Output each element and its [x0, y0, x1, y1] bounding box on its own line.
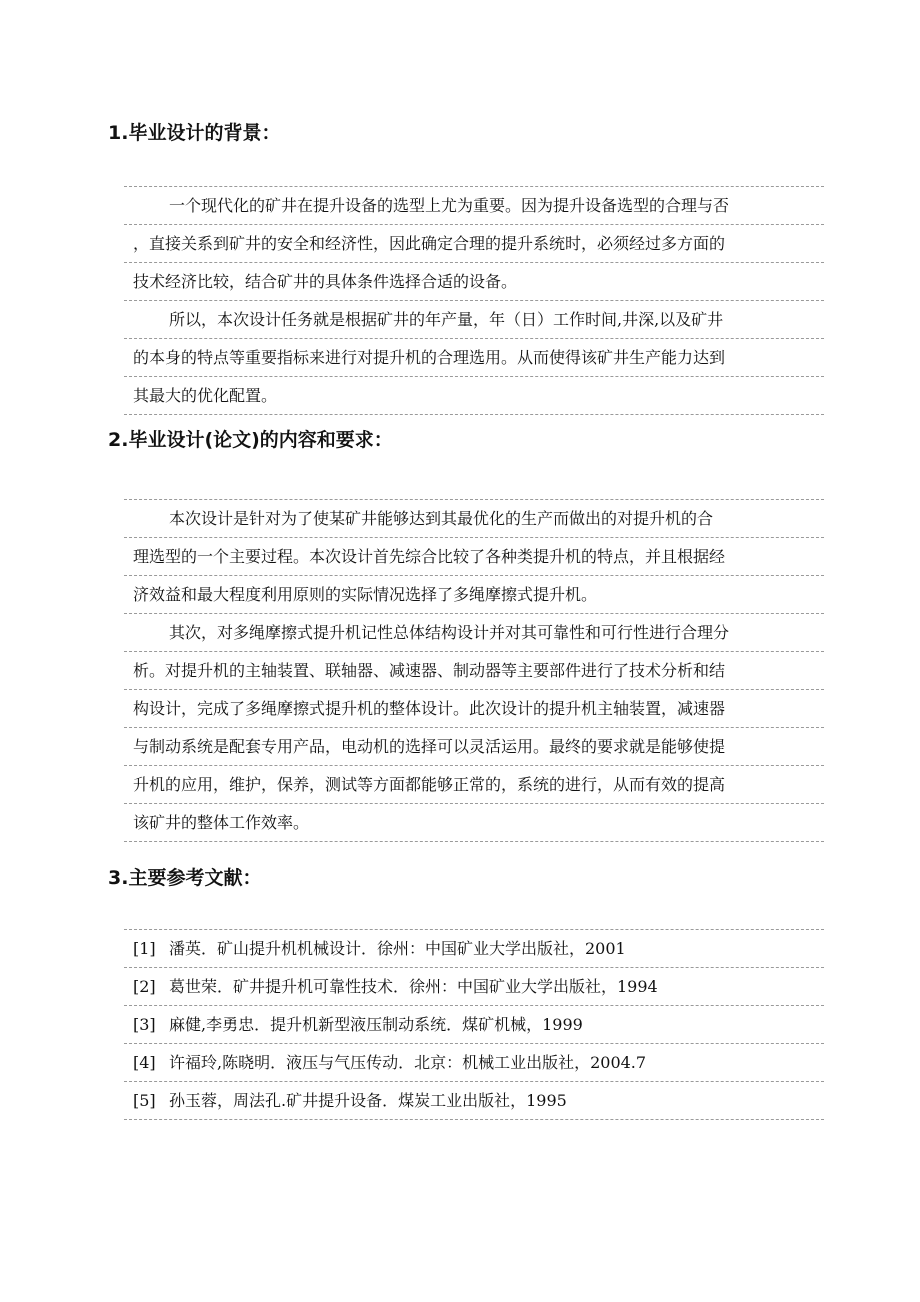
reference-list	[124, 929, 824, 1120]
section-body-background	[124, 186, 824, 415]
paragraph-line: 其次，对多绳摩擦式提升机记性总体结构设计并对其可靠性和可行性进行合理分	[124, 614, 824, 652]
reference-item	[124, 968, 824, 1006]
reference-text: 潘英．矿山提升机机械设计．徐州：中国矿业大学出版社，2001	[169, 939, 626, 958]
reference-text: 麻健,李勇忠．提升机新型液压制动系统．煤矿机械，1999	[169, 1015, 583, 1034]
reference-item	[124, 1006, 824, 1044]
reference-number: [4]	[133, 1053, 156, 1072]
reference-item	[124, 1044, 824, 1082]
section-body-content-requirements	[124, 499, 824, 842]
reference-number: [1]	[133, 939, 156, 958]
section-heading-content-requirements: 2.毕业设计(论文)的内容和要求：	[108, 429, 393, 451]
paragraph-line: 济效益和最大程度利用原则的实际情况选择了多绳摩擦式提升机。	[124, 576, 824, 614]
paragraph-line: 其最大的优化配置。	[124, 377, 824, 415]
paragraph-line: 理选型的一个主要过程。本次设计首先综合比较了各种类提升机的特点，并且根据经	[124, 538, 824, 576]
reference-text: 葛世荣．矿井提升机可靠性技术．徐州：中国矿业大学出版社，1994	[169, 977, 658, 996]
paragraph-line: 所以，本次设计任务就是根据矿井的年产量，年（日）工作时间,井深,以及矿井	[124, 301, 824, 339]
reference-number: [3]	[133, 1015, 156, 1034]
reference-item	[124, 1082, 824, 1120]
reference-number: [5]	[133, 1091, 156, 1110]
reference-number: [2]	[133, 977, 156, 996]
section-heading-references: 3.主要参考文献：	[108, 867, 262, 889]
paragraph-line: ，直接关系到矿井的安全和经济性，因此确定合理的提升系统时，必须经过多方面的	[124, 225, 824, 263]
reference-text: 许福玲,陈晓明．液压与气压传动．北京：机械工业出版社，2004.7	[169, 1053, 647, 1072]
paragraph-line: 本次设计是针对为了使某矿井能够达到其最优化的生产而做出的对提升机的合	[124, 500, 824, 538]
paragraph-line: 技术经济比较，结合矿井的具体条件选择合适的设备。	[124, 263, 824, 301]
reference-text: 孙玉蓉，周法孔.矿井提升设备．煤炭工业出版社，1995	[169, 1091, 567, 1110]
paragraph-line: 升机的应用，维护，保养，测试等方面都能够正常的，系统的进行，从而有效的提高	[124, 766, 824, 804]
reference-item	[124, 930, 824, 968]
paragraph-line: 与制动系统是配套专用产品，电动机的选择可以灵活运用。最终的要求就是能够使提	[124, 728, 824, 766]
paragraph-line: 的本身的特点等重要指标来进行对提升机的合理选用。从而使得该矿井生产能力达到	[124, 339, 824, 377]
paragraph-line: 构设计，完成了多绳摩擦式提升机的整体设计。此次设计的提升机主轴装置，减速器	[124, 690, 824, 728]
section-heading-background: 1.毕业设计的背景：	[108, 122, 281, 144]
paragraph-line: 该矿井的整体工作效率。	[124, 804, 824, 842]
paragraph-line: 析。对提升机的主轴装置、联轴器、减速器、制动器等主要部件进行了技术分析和结	[124, 652, 824, 690]
paragraph-line: 一个现代化的矿井在提升设备的选型上尤为重要。因为提升设备选型的合理与否	[124, 187, 824, 225]
